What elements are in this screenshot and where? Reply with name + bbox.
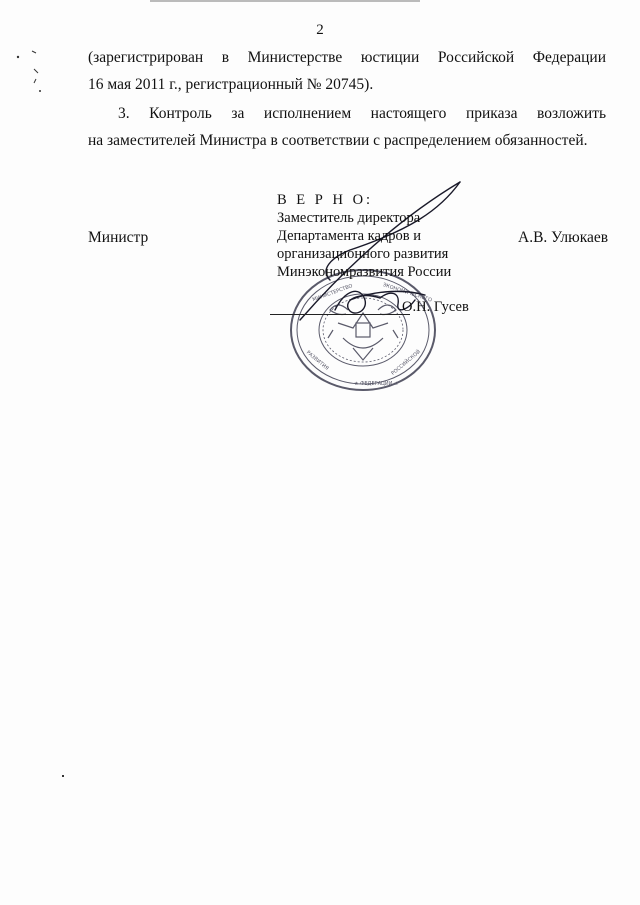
certification-line: Департамента кадров и (277, 228, 422, 244)
certifier-name: О.Н. Гусев (402, 299, 469, 315)
margin-marks (10, 45, 50, 105)
word: исполнением (263, 105, 352, 122)
word: Российской (437, 49, 515, 66)
paragraph-1-line-2: 16 мая 2011 г., регистрационный № 20745). (88, 76, 374, 93)
paragraph-2-line-2: на заместителей Министра в соответствии с распределением обязанностей. (88, 132, 588, 149)
word: Федерации (532, 49, 606, 66)
svg-text:ЭКОНОМИЧЕСКОГО: ЭКОНОМИЧЕСКОГО (381, 282, 433, 304)
certification-line: Заместитель директора (277, 210, 421, 226)
word: юстиции (360, 49, 420, 66)
word: 3. (118, 105, 130, 122)
word: Министерстве (247, 49, 343, 66)
signatory-name: А.В. Улюкаев (518, 229, 609, 246)
svg-text:РОССИЙСКОЙ: РОССИЙСКОЙ (390, 349, 422, 377)
paragraph-1-line-1 (88, 44, 606, 71)
page-number: 2 (316, 22, 324, 38)
word: за (231, 105, 245, 122)
certification-line: Минэкономразвития России (277, 264, 452, 280)
svg-text:МИНИСТЕРСТВО: МИНИСТЕРСТВО (311, 283, 354, 304)
word: (зарегистрирован (88, 49, 204, 66)
scan-edge-line (150, 0, 420, 2)
word: настоящего (370, 105, 447, 122)
certification-title: В Е Р Н О: (277, 192, 374, 208)
scan-speck (62, 775, 64, 777)
word: возложить (537, 105, 607, 122)
paragraph-2-line-1 (88, 100, 606, 127)
certification-block (277, 191, 451, 281)
word: приказа (465, 105, 518, 122)
svg-text:★ ФЕДЕРАЦИИ ★: ★ ФЕДЕРАЦИИ ★ (354, 381, 399, 387)
signatory-position: Министр (88, 229, 149, 246)
word: в (221, 49, 230, 66)
certification-line: организационного развития (277, 246, 449, 262)
word: Контроль (149, 105, 212, 122)
svg-text:РАЗВИТИЯ: РАЗВИТИЯ (304, 349, 330, 372)
signature-line (270, 314, 410, 315)
